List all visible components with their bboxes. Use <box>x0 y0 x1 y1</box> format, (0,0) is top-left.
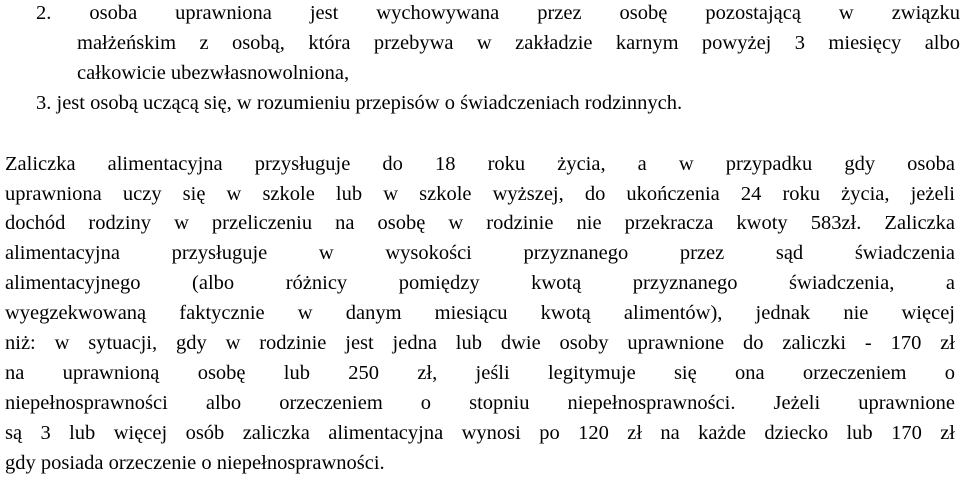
paragraph-line-8: na uprawnioną osobę lub 250 zł, jeśli legitymuje się ona orzeczeniem o <box>5 362 955 384</box>
paragraph-line-7: niż: w sytuacji, gdy w rodzinie jest jedna lub dwie osoby uprawnione do zaliczki - 170 zł <box>5 332 955 354</box>
list-item-2-line-1: 2. osoba uprawniona jest wychowywana przez osobę pozostającą w związku <box>36 2 960 24</box>
paragraph-line-10: są 3 lub więcej osób zaliczka alimentacyjna wynosi po 120 zł na każde dziecko lub 170 zł <box>5 422 955 444</box>
paragraph-line-11: gdy posiada orzeczenie o niepełnosprawności. <box>5 452 385 474</box>
paragraph-line-6: wyegzekwowaną faktycznie w danym miesiącu kwotą alimentów), jednak nie więcej <box>5 302 955 324</box>
list-item-3: 3. jest osobą uczącą się, w rozumieniu przepisów o świadczeniach rodzinnych. <box>36 92 683 114</box>
paragraph-line-1: Zaliczka alimentacyjna przysługuje do 18 roku życia, a w przypadku gdy osoba <box>5 153 955 175</box>
paragraph-line-3: dochód rodziny w przeliczeniu na osobę w rodzinie nie przekracza kwoty 583zł. Zaliczka <box>5 212 955 234</box>
paragraph-line-2: uprawniona uczy się w szkole lub w szkole wyższej, do ukończenia 24 roku życia, jeżeli <box>5 183 955 205</box>
list-item-2-line-2: małżeńskim z osobą, która przebywa w zakładzie karnym powyżej 3 miesięcy albo <box>77 32 960 54</box>
paragraph-line-9: niepełnosprawności albo orzeczeniem o stopniu niepełnosprawności. Jeżeli uprawnione <box>5 392 955 414</box>
paragraph-line-5: alimentacyjnego (albo różnicy pomiędzy kwotą przyznanego świadczenia, a <box>5 272 955 294</box>
list-item-2-line-3: całkowicie ubezwłasnowolniona, <box>77 62 350 84</box>
paragraph-line-4: alimentacyjna przysługuje w wysokości przyznanego przez sąd świadczenia <box>5 242 955 264</box>
